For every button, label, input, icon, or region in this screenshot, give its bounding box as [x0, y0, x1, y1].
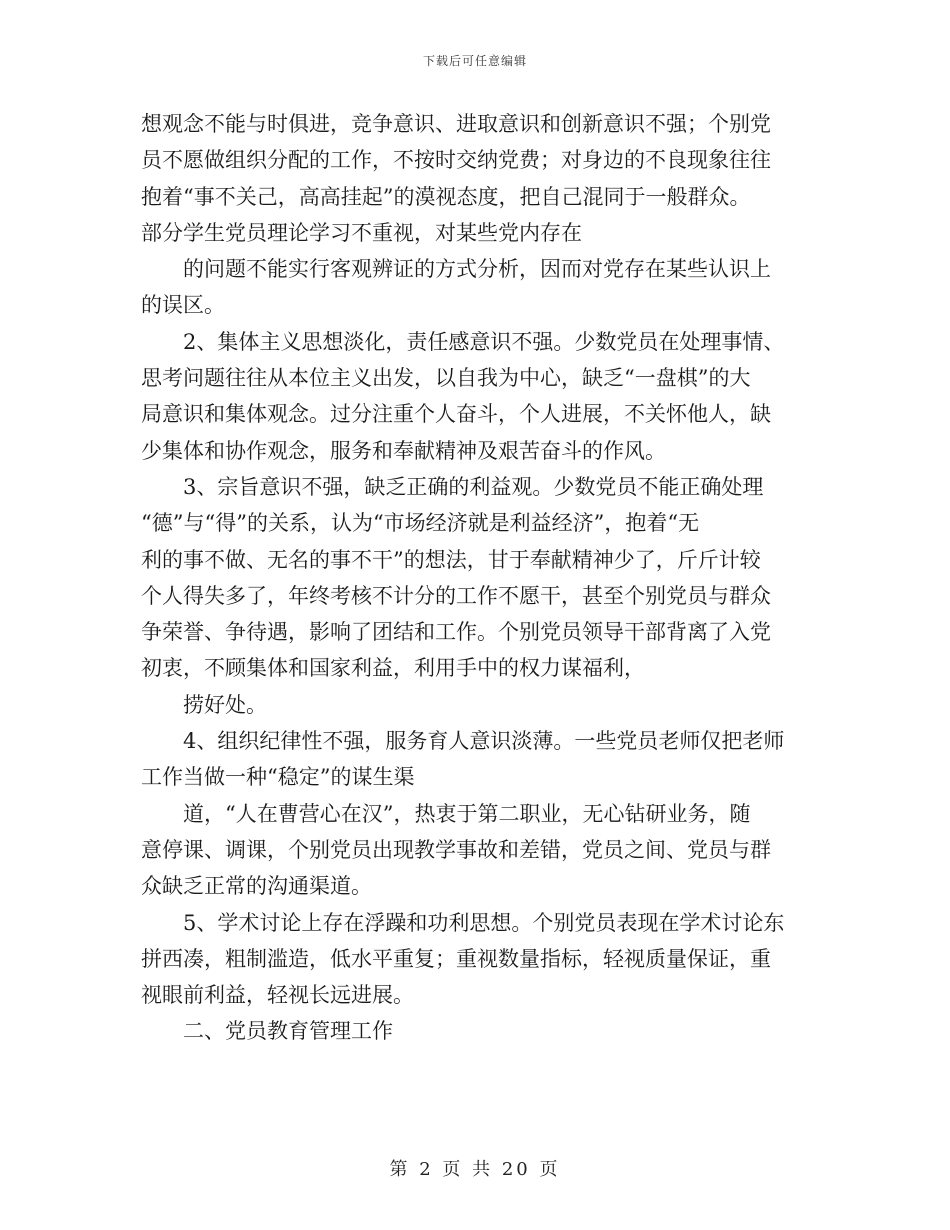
- text-line: 思考问题往往从本位主义出发，以自我为中心，缺乏“一盘棋”的大: [141, 366, 751, 391]
- text-line: 3、宗旨意识不强，缺乏正确的利益观。少数党员不能正确处理: [183, 474, 764, 499]
- text-line: 捞好处。: [183, 692, 267, 717]
- text-line: 4、组织纪律性不强，服务育人意识淡薄。一些党员老师仅把老师: [183, 729, 785, 754]
- page-header: 下载后可任意编辑: [422, 54, 527, 68]
- text-line: 争荣誉、争待遇，影响了团结和工作。个别党员领导干部背离了入党: [141, 620, 771, 645]
- text-line: 的误区。: [141, 293, 225, 318]
- text-line: 拼西凑，粗制滥造，低水平重复；重视数量指标，轻视质量保证，重: [141, 946, 771, 971]
- text-line: “德”与“得”的关系，认为“市场经济就是利益经济”，抱着“无: [141, 511, 700, 536]
- text-line: 部分学生党员理论学习不重视，对某些党内存在: [141, 220, 582, 245]
- page-number: 第 2 页 共 20 页: [389, 1159, 561, 1180]
- text-line: 个人得失多了，年终考核不计分的工作不愿干，甚至个别党员与群众: [141, 583, 771, 608]
- text-line: 工作当做一种“稳定”的谋生渠: [141, 765, 415, 790]
- text-line: 意停课、调课，个别党员出现教学事故和差错，党员之间、党员与群: [141, 837, 771, 862]
- text-line: 视眼前利益，轻视长远进展。: [141, 983, 414, 1008]
- text-line: 想观念不能与时俱进，竞争意识、进取意识和创新意识不强；个别党: [141, 112, 771, 136]
- text-line: 众缺乏正常的沟通渠道。: [141, 874, 372, 899]
- text-line: 道，“人在曹营心在汉”，热衷于第二职业，无心钻研业务，随: [183, 801, 751, 826]
- text-line: 的问题不能实行客观辨证的方式分析，因而对党存在某些认识上: [183, 257, 771, 282]
- text-line: 局意识和集体观念。过分注重个人奋斗，个人进展，不关怀他人，缺: [141, 402, 771, 427]
- document-body: [141, 106, 811, 1050]
- text-line: 5、学术讨论上存在浮躁和功利思想。个别党员表现在学术讨论东: [183, 910, 785, 935]
- text-line: 抱着“事不关己，高高挂起”的漠视态度，把自己混同于一般群众。: [141, 184, 751, 209]
- text-line: 初衷，不顾集体和国家利益，利用手中的权力谋福利，: [141, 656, 645, 681]
- text-line: 利的事不做、无名的事不干”的想法，甘于奉献精神少了，斤斤计较: [141, 547, 761, 572]
- text-line: 2、集体主义思想淡化，责任感意识不强。少数党员在处理事情、: [183, 329, 785, 354]
- text-line: 少集体和协作观念，服务和奉献精神及艰苦奋斗的作风。: [141, 438, 666, 463]
- text-line: 二、党员教育管理工作: [183, 1019, 393, 1044]
- text-line: 员不愿做组织分配的工作，不按时交纳党费；对身边的不良现象往往: [141, 148, 771, 173]
